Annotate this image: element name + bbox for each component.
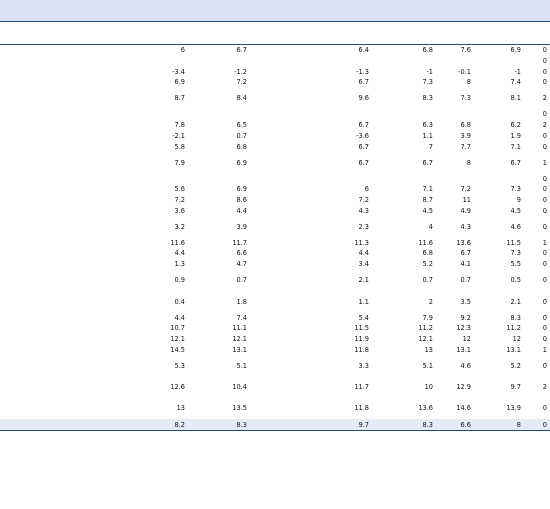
row-label bbox=[0, 66, 126, 77]
row-label bbox=[0, 195, 126, 206]
table-cell: 11 bbox=[462, 196, 471, 204]
header-row bbox=[0, 23, 550, 45]
table-cell: -1.3 bbox=[356, 67, 369, 76]
table-cell bbox=[436, 173, 474, 184]
table-cell: 4.6 bbox=[460, 361, 471, 370]
row-label bbox=[0, 291, 126, 312]
table-row bbox=[0, 66, 550, 77]
table-cell: 7.4 bbox=[510, 78, 521, 87]
table-cell: 13.1 bbox=[506, 345, 521, 354]
table-row bbox=[0, 120, 550, 131]
table-cell: 1.1 bbox=[422, 131, 433, 140]
table-row bbox=[0, 398, 550, 419]
table-title bbox=[0, 0, 550, 5]
table-cell: 13 bbox=[176, 404, 185, 413]
table-cell: 13.1 bbox=[232, 345, 247, 354]
table-cell: 11.8 bbox=[354, 345, 369, 354]
table-cell: 6.9 bbox=[236, 185, 247, 194]
table-cell: 13.6 bbox=[418, 404, 433, 413]
table-row bbox=[0, 141, 550, 152]
table-cell: 3.6 bbox=[174, 206, 185, 215]
table-cell: 0 bbox=[542, 142, 547, 151]
table-cell: 0.9 bbox=[174, 276, 185, 285]
table-cell: 8.7 bbox=[174, 94, 185, 103]
table-cell: 11.1 bbox=[232, 324, 247, 333]
table-cell: 11.6 bbox=[418, 238, 433, 247]
table-cell: 1.9 bbox=[510, 131, 521, 140]
table-row bbox=[0, 173, 550, 184]
table-cell: 6.7 bbox=[460, 249, 471, 258]
table-cell: 6.8 bbox=[236, 142, 247, 151]
table-cell: 6.7 bbox=[358, 142, 369, 151]
table-cell: 0.7 bbox=[422, 276, 433, 285]
table-row bbox=[0, 216, 550, 237]
table-row bbox=[0, 131, 550, 142]
table-row bbox=[0, 205, 550, 216]
table-cell: 8.4 bbox=[236, 94, 247, 103]
table-row bbox=[0, 152, 550, 173]
table-cell: 8 bbox=[474, 419, 524, 430]
table-row bbox=[0, 323, 550, 334]
table-cell: 12.9 bbox=[456, 383, 471, 392]
table-cell: 13.9 bbox=[506, 404, 521, 413]
table-cell: 7.2 bbox=[174, 196, 185, 204]
header-jan-jul-yoy bbox=[372, 23, 436, 45]
table-cell: 9.7 bbox=[250, 419, 372, 430]
table-cell: 6.4 bbox=[358, 46, 369, 55]
table-cell: 0 bbox=[542, 185, 547, 194]
table-row bbox=[0, 195, 550, 206]
table-cell: 5.4 bbox=[358, 313, 369, 322]
table-cell: 10 bbox=[424, 383, 433, 392]
header-jun-yoy bbox=[436, 23, 474, 45]
table-cell: 0 bbox=[542, 404, 547, 413]
table-cell: 13.1 bbox=[456, 345, 471, 354]
table-cell: 6.8 bbox=[460, 121, 471, 130]
table-cell bbox=[250, 173, 372, 184]
table-cell: 7.2 bbox=[460, 185, 471, 194]
table-cell bbox=[126, 56, 188, 67]
table-cell: 12.1 bbox=[232, 334, 247, 343]
table-cell: 12.6 bbox=[170, 383, 185, 392]
row-label bbox=[0, 419, 126, 430]
table-cell: 7.6 bbox=[460, 46, 471, 55]
table-title-bar bbox=[0, 0, 550, 22]
table-cell bbox=[188, 173, 250, 184]
table-cell bbox=[126, 109, 188, 120]
table-cell: 4 bbox=[428, 222, 433, 231]
table-cell: 11.5 bbox=[506, 238, 521, 247]
table-cell: 0 bbox=[542, 361, 547, 370]
table-cell: 1.8 bbox=[236, 297, 247, 306]
table-cell: 11.3 bbox=[354, 238, 369, 247]
table-cell: 0 bbox=[542, 78, 547, 87]
table-cell bbox=[126, 173, 188, 184]
table-cell: 6 bbox=[364, 185, 369, 194]
row-label bbox=[0, 141, 126, 152]
table-cell: 7.3 bbox=[460, 94, 471, 103]
table-cell: 0 bbox=[542, 276, 547, 285]
table-cell: 5.6 bbox=[174, 185, 185, 194]
table-cell: 6 bbox=[180, 46, 185, 55]
table-cell bbox=[474, 173, 524, 184]
table-cell: 11.6 bbox=[170, 238, 185, 247]
table-cell: 5.5 bbox=[510, 260, 521, 269]
table-cell: 7.2 bbox=[236, 78, 247, 87]
row-label bbox=[0, 323, 126, 334]
table-cell: -3.6 bbox=[356, 131, 369, 140]
row-label bbox=[0, 152, 126, 173]
table-body bbox=[0, 45, 550, 431]
table-cell: 6.8 bbox=[422, 249, 433, 258]
table-cell bbox=[372, 109, 436, 120]
table-cell: 0 bbox=[542, 46, 547, 55]
table-cell: 4.4 bbox=[236, 206, 247, 215]
table-cell: 6.7 bbox=[358, 121, 369, 130]
table-cell: 0.4 bbox=[174, 297, 185, 306]
table-cell bbox=[474, 56, 524, 67]
row-label bbox=[0, 248, 126, 259]
table-cell: 4.4 bbox=[174, 313, 185, 322]
row-label bbox=[0, 344, 126, 355]
table-row bbox=[0, 344, 550, 355]
header-aug-yoy bbox=[126, 23, 188, 45]
row-label bbox=[0, 216, 126, 237]
table-cell: 10.7 bbox=[170, 324, 185, 333]
row-label bbox=[0, 77, 126, 88]
table-cell: 6.7 bbox=[422, 158, 433, 167]
table-cell: 6.3 bbox=[422, 121, 433, 130]
table-cell: 0 bbox=[542, 313, 547, 322]
table-cell: 7.8 bbox=[174, 121, 185, 130]
table-cell: 12.3 bbox=[456, 324, 471, 333]
table-cell: 0 bbox=[542, 297, 547, 306]
table-cell: 6.2 bbox=[510, 121, 521, 130]
table-cell: 2.1 bbox=[510, 297, 521, 306]
table-cell: 11.8 bbox=[354, 404, 369, 413]
table-cell: 1.1 bbox=[358, 297, 369, 306]
table-cell: 2.1 bbox=[358, 276, 369, 285]
table-cell: 0 bbox=[524, 419, 550, 430]
table-cell: 8.3 bbox=[422, 94, 433, 103]
header-consecutive-months bbox=[524, 23, 550, 45]
row-label bbox=[0, 376, 126, 397]
table-cell bbox=[250, 109, 372, 120]
table-cell bbox=[372, 56, 436, 67]
header-jan-aug-yoy bbox=[188, 23, 250, 45]
table-cell: 6.7 bbox=[358, 78, 369, 87]
header-jan-jun-yoy bbox=[474, 23, 524, 45]
table-cell: 0.5 bbox=[510, 276, 521, 285]
table-row bbox=[0, 334, 550, 345]
row-label bbox=[0, 237, 126, 248]
table-cell: 7.1 bbox=[510, 142, 521, 151]
table-cell: 5.2 bbox=[422, 260, 433, 269]
table-cell: 0 bbox=[542, 324, 547, 333]
row-label bbox=[0, 398, 126, 419]
table-cell: 6.9 bbox=[236, 158, 247, 167]
table-cell: -3.4 bbox=[172, 67, 185, 76]
table-cell: 0 bbox=[542, 206, 547, 215]
table-cell: 12 bbox=[512, 334, 521, 343]
table-row bbox=[0, 88, 550, 109]
table-cell: 0.7 bbox=[460, 276, 471, 285]
table-cell: 7.3 bbox=[422, 78, 433, 87]
row-label bbox=[0, 131, 126, 142]
table-row bbox=[0, 376, 550, 397]
table-row bbox=[0, 184, 550, 195]
header-jul-yoy bbox=[250, 23, 372, 45]
row-label bbox=[0, 205, 126, 216]
table-row bbox=[0, 291, 550, 312]
table-cell: 5.1 bbox=[236, 361, 247, 370]
table-cell: -1 bbox=[426, 67, 433, 76]
table-cell: 1 bbox=[542, 158, 547, 167]
table-row bbox=[0, 312, 550, 323]
table-cell: 2.3 bbox=[358, 222, 369, 231]
table-cell: 0 bbox=[542, 196, 547, 204]
table-cell: 0 bbox=[542, 110, 547, 119]
table-cell: 3.9 bbox=[236, 222, 247, 231]
table-cell bbox=[436, 56, 474, 67]
table-cell: 7.9 bbox=[174, 158, 185, 167]
table-cell: 4.6 bbox=[510, 222, 521, 231]
table-cell: 9.2 bbox=[460, 313, 471, 322]
table-cell: 11.9 bbox=[354, 334, 369, 343]
table-cell: 6.6 bbox=[236, 249, 247, 258]
table-cell: 7.1 bbox=[422, 185, 433, 194]
table-cell: 12.1 bbox=[170, 334, 185, 343]
table-cell: -1.2 bbox=[234, 67, 247, 76]
table-cell: 0 bbox=[542, 57, 547, 66]
table-cell: 7 bbox=[428, 142, 433, 151]
table-row bbox=[0, 77, 550, 88]
table-cell: 5.2 bbox=[510, 361, 521, 370]
table-cell: 11.2 bbox=[418, 324, 433, 333]
table-cell: 6.8 bbox=[422, 46, 433, 55]
table-cell: 6.7 bbox=[358, 158, 369, 167]
table-cell: 8 bbox=[466, 158, 471, 167]
table-cell: 0 bbox=[542, 67, 547, 76]
table-cell: 2 bbox=[428, 297, 433, 306]
table-cell: 8.3 bbox=[188, 419, 250, 430]
table-cell bbox=[372, 173, 436, 184]
table-cell: 5.3 bbox=[174, 361, 185, 370]
table-cell: -2.1 bbox=[172, 131, 185, 140]
table-cell: -0.1 bbox=[458, 67, 471, 76]
table-cell: 4.5 bbox=[422, 206, 433, 215]
row-label bbox=[0, 312, 126, 323]
table-cell: 4.4 bbox=[358, 249, 369, 258]
table-cell: 0.7 bbox=[236, 131, 247, 140]
table-cell: 1 bbox=[542, 345, 547, 354]
row-label bbox=[0, 173, 126, 184]
table-cell: 7.4 bbox=[236, 313, 247, 322]
table-cell: 4.7 bbox=[236, 260, 247, 269]
table-cell: 7.3 bbox=[510, 185, 521, 194]
table-cell: 3.4 bbox=[358, 260, 369, 269]
table-cell: 8.6 bbox=[236, 196, 247, 204]
table-cell: 7.3 bbox=[510, 249, 521, 258]
table-cell: 0 bbox=[542, 260, 547, 269]
header-label bbox=[0, 23, 126, 45]
table-cell: 11.2 bbox=[506, 324, 521, 333]
row-label bbox=[0, 334, 126, 345]
table-cell: 13.5 bbox=[232, 404, 247, 413]
row-label bbox=[0, 109, 126, 120]
row-label bbox=[0, 259, 126, 270]
table-cell: 8.3 bbox=[372, 419, 436, 430]
table-cell: 8 bbox=[466, 78, 471, 87]
table-cell: 8.3 bbox=[510, 313, 521, 322]
table-cell: 1 bbox=[542, 238, 547, 247]
row-label bbox=[0, 184, 126, 195]
table-row bbox=[0, 109, 550, 120]
table-cell: 0.7 bbox=[236, 276, 247, 285]
table-cell: 3.5 bbox=[460, 297, 471, 306]
table-cell: 4.4 bbox=[174, 249, 185, 258]
table-row bbox=[0, 419, 550, 430]
table-header bbox=[0, 23, 550, 45]
table-cell: 10.4 bbox=[232, 383, 247, 392]
table-cell: 8.2 bbox=[126, 419, 188, 430]
table-cell: 7.2 bbox=[358, 196, 369, 204]
table-cell: 13.6 bbox=[456, 238, 471, 247]
table-cell: 5.8 bbox=[174, 142, 185, 151]
table-row bbox=[0, 56, 550, 67]
table-cell: 4.9 bbox=[460, 206, 471, 215]
table-cell: 3.2 bbox=[174, 222, 185, 231]
table-cell: 2 bbox=[542, 121, 547, 130]
table-cell: 6.7 bbox=[510, 158, 521, 167]
table-cell: 0 bbox=[542, 249, 547, 258]
table-cell: 2 bbox=[542, 94, 547, 103]
table-cell: 3.9 bbox=[460, 131, 471, 140]
row-label bbox=[0, 88, 126, 109]
table-cell: 1.3 bbox=[174, 260, 185, 269]
table-cell: 4.1 bbox=[460, 260, 471, 269]
table-row bbox=[0, 355, 550, 376]
table-cell: 2 bbox=[542, 383, 547, 392]
table-cell: 3.3 bbox=[358, 361, 369, 370]
table-row bbox=[0, 269, 550, 290]
table-cell: 12.1 bbox=[418, 334, 433, 343]
table-cell: -1 bbox=[514, 67, 521, 76]
table-cell bbox=[250, 56, 372, 67]
table-cell: 14.6 bbox=[456, 404, 471, 413]
industrial-growth-table bbox=[0, 23, 550, 431]
table-container bbox=[0, 23, 550, 431]
table-cell: 9.6 bbox=[358, 94, 369, 103]
table-cell bbox=[474, 109, 524, 120]
table-row bbox=[0, 259, 550, 270]
table-cell: 9 bbox=[516, 196, 521, 204]
table-cell: 11.7 bbox=[232, 238, 247, 247]
table-cell: 0 bbox=[542, 131, 547, 140]
table-cell: 8.7 bbox=[422, 196, 433, 204]
table-cell: 13 bbox=[424, 345, 433, 354]
table-cell: 0 bbox=[542, 334, 547, 343]
row-label bbox=[0, 45, 126, 56]
row-label bbox=[0, 56, 126, 67]
row-label bbox=[0, 269, 126, 290]
table-cell: 14.5 bbox=[170, 345, 185, 354]
row-label bbox=[0, 355, 126, 376]
table-cell bbox=[188, 56, 250, 67]
table-cell: 11.7 bbox=[354, 383, 369, 392]
table-cell: 7.7 bbox=[460, 142, 471, 151]
table-cell: 12 bbox=[462, 334, 471, 343]
table-cell: 4.3 bbox=[358, 206, 369, 215]
row-label bbox=[0, 120, 126, 131]
table-cell: 4.5 bbox=[510, 206, 521, 215]
table-cell: 5.1 bbox=[422, 361, 433, 370]
table-cell: 8.1 bbox=[510, 94, 521, 103]
table-cell: 6.9 bbox=[174, 78, 185, 87]
table-cell: 4.3 bbox=[460, 222, 471, 231]
table-row bbox=[0, 237, 550, 248]
table-cell: 0 bbox=[542, 222, 547, 231]
table-row bbox=[0, 248, 550, 259]
table-cell: 6.6 bbox=[436, 419, 474, 430]
table-cell: 9.7 bbox=[510, 383, 521, 392]
table-cell bbox=[436, 109, 474, 120]
table-cell: 6.5 bbox=[236, 121, 247, 130]
table-cell: 0 bbox=[542, 174, 547, 183]
table-cell: 6.7 bbox=[236, 46, 247, 55]
table-cell: 7.9 bbox=[422, 313, 433, 322]
table-row bbox=[0, 45, 550, 56]
table-cell bbox=[188, 109, 250, 120]
table-cell: 6.9 bbox=[510, 46, 521, 55]
table-cell: 11.5 bbox=[354, 324, 369, 333]
